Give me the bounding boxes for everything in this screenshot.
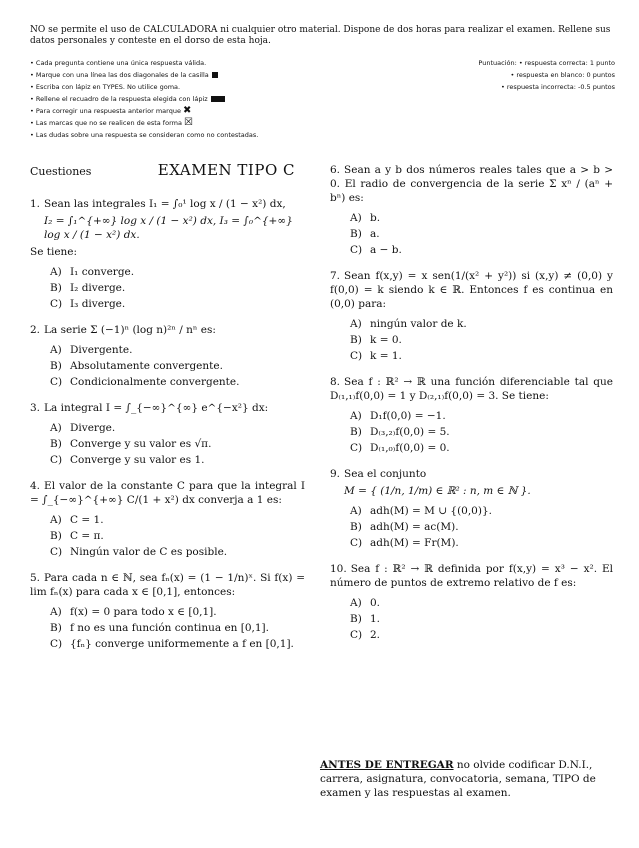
option-letter: A): [50, 422, 62, 434]
option-letter: A): [350, 212, 362, 224]
option-text: Converge y su valor es √π.: [70, 438, 212, 450]
option-text: I₂ diverge.: [70, 282, 126, 294]
option-letter: C): [350, 244, 363, 256]
option-text: 1.: [370, 613, 381, 625]
option-letter: B): [50, 622, 62, 634]
option-letter: B): [350, 334, 362, 346]
answer-options: [50, 421, 305, 467]
option-text: Absolutamente convergente.: [70, 360, 223, 372]
question-number: 9.: [330, 468, 341, 480]
question-number: 3.: [30, 402, 41, 414]
option-letter: B): [350, 613, 362, 625]
note-heading: ANTES DE ENTREGAR: [320, 759, 454, 771]
option-letter: C): [50, 454, 63, 466]
answer-option: [50, 545, 305, 559]
question-stem: [30, 401, 305, 415]
answer-option: [350, 333, 613, 347]
answer-option: [50, 343, 305, 357]
answer-options: [50, 513, 305, 559]
question-number: 1.: [30, 198, 41, 210]
question-formula: I₂ = ∫₁^{+∞} log x / (1 − x²) dx, I₃ = ∫₀^{+∞} log x / (1 − x²) dx.: [44, 215, 293, 241]
answer-option: [50, 421, 305, 435]
answer-option: [350, 243, 613, 257]
question-text: Sean a y b dos números reales tales que a > b > 0. El radio de convergencia de la serie Σ xⁿ / (aⁿ + bⁿ) es:: [330, 164, 613, 204]
option-letter: A): [50, 344, 62, 356]
question-item: [30, 323, 305, 389]
option-text: I₃ diverge.: [70, 298, 126, 310]
answer-option: [350, 409, 613, 423]
option-letter: A): [350, 410, 362, 422]
option-text: D₍₁,₀₎f(0,0) = 0.: [370, 442, 450, 454]
answer-option: [50, 513, 305, 527]
section-label: Cuestiones: [30, 165, 92, 178]
option-text: Divergente.: [70, 344, 133, 356]
option-letter: B): [350, 521, 362, 533]
rule-item: • Rellene el recuadro de la respuesta elegida con lápiz: [30, 93, 615, 105]
option-text: k = 1.: [370, 350, 402, 362]
answer-options: [50, 605, 305, 651]
question-text: Sea f : ℝ² → ℝ definida por f(x,y) = x³ − x². El número de puntos de extremo relativo de f es:: [330, 563, 613, 589]
answer-option: [350, 536, 613, 550]
cross-box-icon: ☒: [184, 117, 193, 128]
option-text: 0.: [370, 597, 381, 609]
option-text: f no es una función continua en [0,1].: [70, 622, 269, 634]
option-letter: C): [350, 442, 363, 454]
cross-mark-icon: ✖: [183, 105, 192, 116]
rule-item: • Las marcas que no se realicen de esta forma ☒: [30, 117, 193, 128]
question-list-right: [330, 163, 613, 642]
option-text: 2.: [370, 629, 381, 641]
option-letter: C): [350, 629, 363, 641]
option-text: adh(M) = ac(M).: [370, 521, 459, 533]
option-text: adh(M) = M ∪ {(0,0)}.: [370, 505, 492, 517]
option-text: Condicionalmente convergente.: [70, 376, 240, 388]
question-text: Sea el conjunto: [344, 468, 427, 480]
option-text: Converge y su valor es 1.: [70, 454, 205, 466]
question-list-left: [30, 197, 305, 651]
answer-option: [50, 529, 305, 543]
question-stem: [330, 467, 613, 481]
option-text: Diverge.: [70, 422, 116, 434]
answer-option: [350, 596, 613, 610]
answer-option: [50, 605, 305, 619]
answer-option: [350, 612, 613, 626]
answer-option: [50, 621, 305, 635]
rule-item: • Escriba con lápiz en TYPES. No utilice goma.: [30, 83, 181, 91]
question-number: 4.: [30, 480, 41, 492]
option-text: D₁f(0,0) = −1.: [370, 410, 446, 422]
option-text: k = 0.: [370, 334, 402, 346]
option-letter: C): [50, 546, 63, 558]
option-text: a − b.: [370, 244, 402, 256]
question-item: [330, 269, 613, 363]
filled-box-icon: [211, 96, 225, 102]
answer-option: [350, 211, 613, 225]
answer-option: [50, 281, 305, 295]
answer-options: [50, 343, 305, 389]
option-text: ningún valor de k.: [370, 318, 467, 330]
option-letter: C): [50, 298, 63, 310]
question-tail: Se tiene:: [30, 246, 78, 258]
question-number: 2.: [30, 324, 41, 336]
answer-options: [350, 504, 613, 550]
option-letter: A): [350, 318, 362, 330]
question-number: 6.: [330, 164, 341, 176]
option-text: Ningún valor de C es posible.: [70, 546, 228, 558]
question-number: 10.: [330, 563, 347, 575]
option-text: C = π.: [70, 530, 104, 542]
exam-title: EXAMEN TIPO C: [157, 161, 295, 179]
rule-item: • Las dudas sobre una respuesta se consideran como no contestadas.: [30, 131, 259, 139]
question-stem: [30, 323, 305, 337]
question-stem: [330, 562, 613, 590]
option-text: C = 1.: [70, 514, 104, 526]
answer-option: [350, 227, 613, 241]
option-letter: C): [50, 376, 63, 388]
option-text: D₍₃,₂₎f(0,0) = 5.: [370, 426, 450, 438]
answer-option: [350, 317, 613, 331]
answer-option: [350, 520, 613, 534]
answer-options: [350, 211, 613, 257]
option-letter: C): [50, 638, 63, 650]
question-item: [30, 197, 305, 311]
question-number: 5.: [30, 572, 41, 584]
option-text: b.: [370, 212, 381, 224]
scoring-wrong: • respuesta incorrecta: -0.5 puntos: [501, 83, 615, 91]
option-text: I₁ converge.: [70, 266, 135, 278]
question-text: Para cada n ∈ ℕ, sea fₙ(x) = (1 − 1/n)ˣ. Si f(x) = lim fₙ(x) para cada x ∈ [0,1], entonces:: [30, 572, 305, 598]
answer-option: [350, 504, 613, 518]
answer-option: [50, 297, 305, 311]
option-letter: B): [50, 530, 62, 542]
answer-option: [50, 375, 305, 389]
question-text: Sea f : ℝ² → ℝ una función diferenciable tal que D₍₁,₁₎f(0,0) = 1 y D₍₂,₁₎f(0,0) = 3. Se tiene:: [330, 376, 613, 402]
question-item: [330, 163, 613, 257]
filled-square-icon: [212, 72, 218, 78]
question-stem: [330, 163, 613, 205]
question-item: [30, 479, 305, 559]
option-letter: A): [50, 514, 62, 526]
rule-item: • Cada pregunta contiene una única respuesta válida.: [30, 59, 207, 67]
rule-item: • Marque con una línea las dos diagonales de la casilla: [30, 69, 615, 81]
option-text: {fₙ} converge uniformemente a f en [0,1].: [70, 638, 294, 650]
question-text: El valor de la constante C para que la integral I = ∫_{−∞}^{+∞} C/(1 + x²) dx converja a 1 es:: [30, 480, 305, 506]
answer-option: [350, 441, 613, 455]
question-stem: [30, 197, 305, 211]
submission-note: [320, 758, 613, 800]
option-letter: A): [50, 266, 62, 278]
question-stem: [30, 479, 305, 507]
question-item: [330, 467, 613, 550]
option-letter: C): [350, 537, 363, 549]
option-letter: B): [50, 282, 62, 294]
option-letter: B): [50, 360, 62, 372]
answer-options: [350, 596, 613, 642]
question-item: [30, 571, 305, 651]
intro-text: NO se permite el uso de CALCULADORA ni cualquier otro material. Dispone de dos horas para realizar el examen. Rellene sus datos personales y conteste en el dorso de esta hoja.: [30, 25, 611, 46]
answer-option: [50, 453, 305, 467]
option-letter: A): [350, 597, 362, 609]
question-text: La serie Σ (−1)ⁿ (log n)²ⁿ / nⁿ es:: [44, 324, 216, 336]
answer-option: [350, 349, 613, 363]
answer-option: [50, 437, 305, 451]
question-number: 8.: [330, 376, 341, 388]
option-letter: C): [350, 350, 363, 362]
question-text: Sean f(x,y) = x sen(1/(x² + y²)) si (x,y) ≠ (0,0) y f(0,0) = k siendo k ∈ ℝ. Entonces f es continua en (0,0) para:: [330, 270, 613, 310]
question-stem: [330, 269, 613, 311]
answer-options: [350, 409, 613, 455]
note-text: no olvide codificar D.N.I., carrera, asignatura, convocatoria, semana, TIPO de examen y las respuestas al examen.: [320, 759, 596, 799]
question-text: La integral I = ∫_{−∞}^{∞} e^{−x²} dx:: [44, 402, 269, 414]
question-text: Sean las integrales I₁ = ∫₀¹ log x / (1 − x²) dx,: [44, 198, 286, 210]
option-letter: B): [50, 438, 62, 450]
answer-option: [50, 265, 305, 279]
question-item: [330, 375, 613, 455]
instructions-intro: [30, 25, 615, 51]
answer-option: [50, 637, 305, 651]
question-stem: [30, 571, 305, 599]
scoring-title: Puntuación: • respuesta correcta: 1 punto: [478, 59, 615, 67]
right-column: [330, 163, 613, 654]
question-formula: M = { (1/n, 1/m) ∈ ℝ² : n, m ∈ ℕ }.: [344, 485, 531, 497]
option-letter: A): [350, 505, 362, 517]
option-text: adh(M) = Fr(M).: [370, 537, 459, 549]
option-text: f(x) = 0 para todo x ∈ [0,1].: [70, 606, 217, 618]
question-stem: [330, 375, 613, 403]
exam-title-row: [30, 163, 305, 179]
question-item: [30, 401, 305, 467]
answer-option: [350, 425, 613, 439]
option-letter: A): [50, 606, 62, 618]
scoring-blank: • respuesta en blanco: 0 puntos: [510, 71, 615, 79]
answer-options: [350, 317, 613, 363]
answer-option: [350, 628, 613, 642]
option-text: a.: [370, 228, 380, 240]
left-column: [30, 163, 305, 663]
scoring-box: [388, 57, 615, 93]
option-letter: B): [350, 426, 362, 438]
answer-option: [50, 359, 305, 373]
option-letter: B): [350, 228, 362, 240]
question-number: 7.: [330, 270, 341, 282]
answer-options: [50, 265, 305, 311]
rule-item: • Para corregir una respuesta anterior marque ✖: [30, 105, 192, 116]
question-item: [330, 562, 613, 642]
